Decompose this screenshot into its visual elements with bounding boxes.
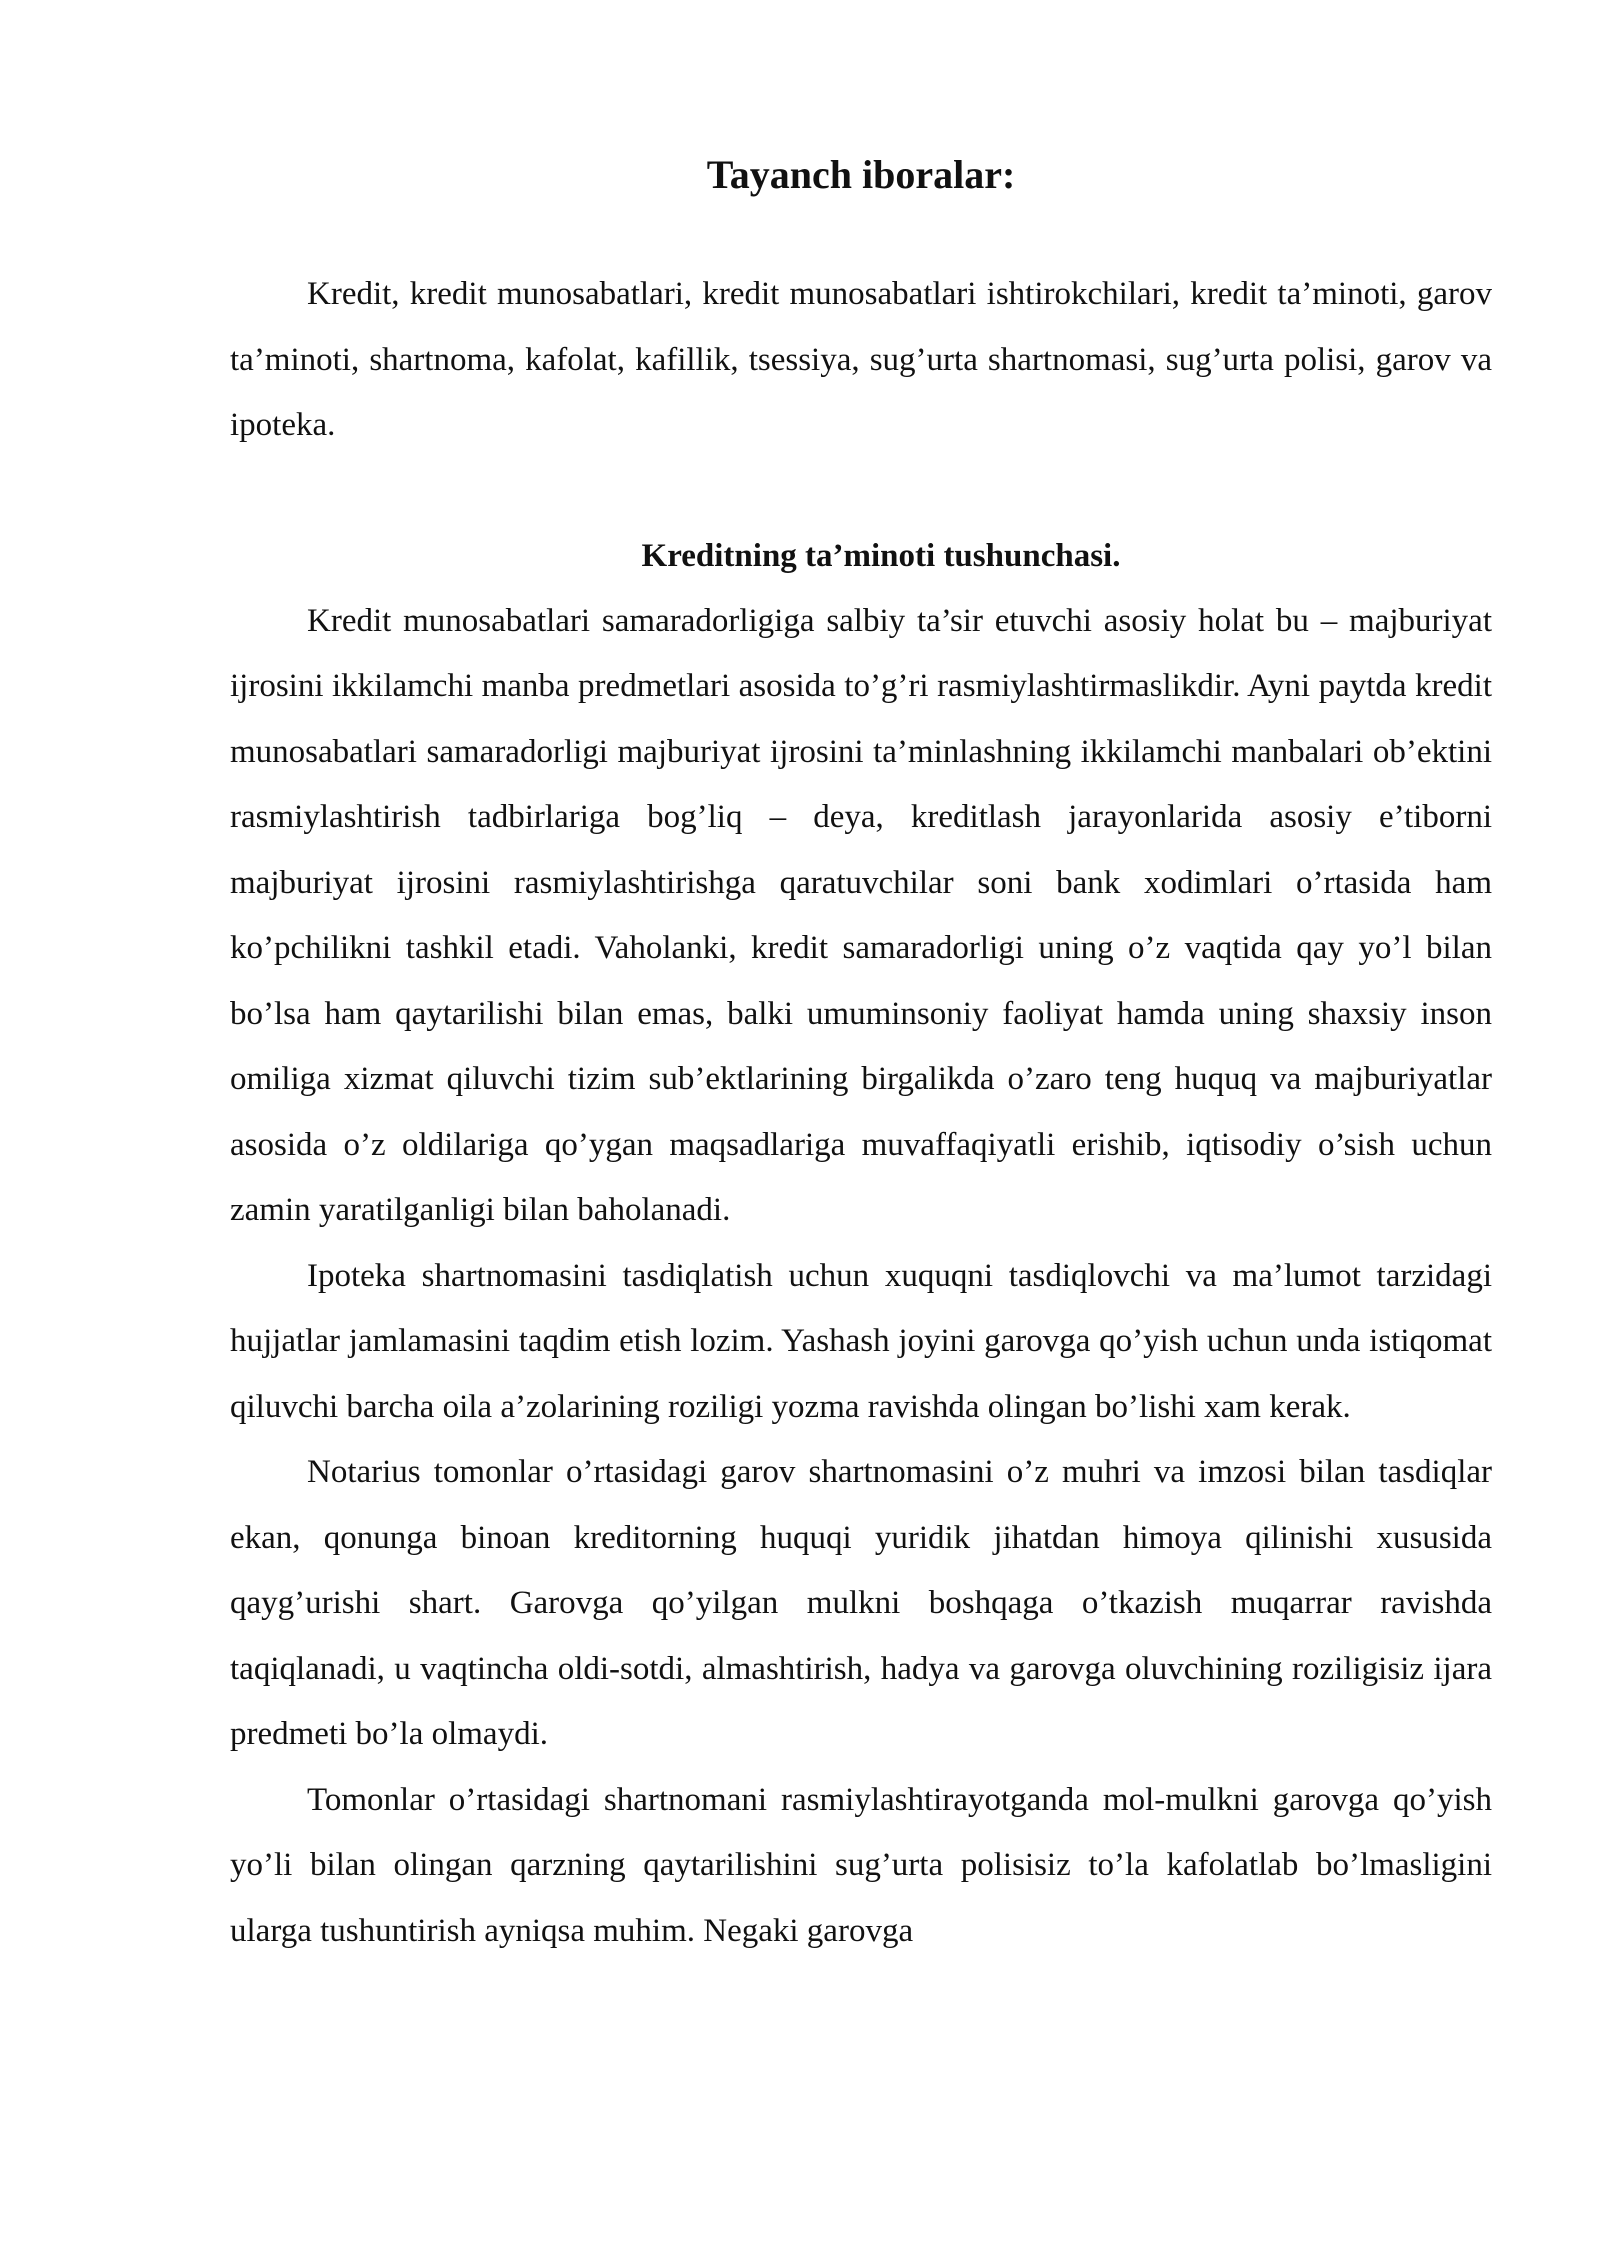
body-paragraph: Kredit munosabatlari samaradorligiga salbiy ta’sir etuvchi asosiy holat bu – majburiyat ijrosini ikkilamchi manba predmetlari asosida to’g’ri rasmiylashtirmaslikdir. Ayni paytda kredit munosabatlari samaradorligi majburiyat ijrosini ta’minlashning ikkilamchi manbalari ob’ektini rasmiylashtirish tadbirlariga bog’liq – deya, kreditlash jarayonlarida asosiy e’tiborni majburiyat ijrosini rasmiylashtirishga qaratuvchilar soni bank xodimlari o’rtasida ham ko’pchilikni tashkil etadi. Vaholanki, kredit samaradorligi uning o’z vaqtida qay yo’l bilan bo’lsa ham qaytarilishi bilan emas, balki umuminsoniy faoliyat hamda uning shaxsiy inson omiliga xizmat qiluvchi tizim sub’ektlarining birgalikda o’zaro teng huquq va majburiyatlar asosida o’z oldilariga qo’ygan maqsadlariga muvaffaqiyatli erishib, iqtisodiy o’sish uchun zamin yaratilganligi bilan baholanadi. (230, 602, 1492, 1228)
body-paragraph: Ipoteka shartnomasini tasdiqlatish uchun xuquqni tasdiqlovchi va ma’lumot tarzidagi hujjatlar jamlamasini taqdim etish lozim. Yashash joyini garovga qo’yish uchun unda istiqomat qiluvchi barcha oila a’zolarining roziligi yozma ravishda olingan bo’lishi xam kerak. (230, 1257, 1492, 1425)
document-page (230, 150, 1492, 1964)
page-title: Tayanch iboralar: (706, 152, 1016, 197)
section-spacer (230, 459, 1492, 524)
body-paragraph: Notarius tomonlar o’rtasidagi garov shartnomasini o’z muhri va imzosi bilan tasdiqlar ekan, qonunga binoan kreditorning huquqi yuridik jihatdan himoya qilinishi xususida qayg’urishi shart. Garovga qo’yilgan mulkni boshqaga o’tkazish muqarrar ravishda taqiqlanadi, u vaqtincha oldi-sotdi, almashtirish, hadya va garovga oluvchining roziligisiz ijara predmeti bo’la olmaydi. (230, 1454, 1492, 1752)
keywords-paragraph: Kredit, kredit munosabatlari, kredit munosabatlari ishtirokchilari, kredit ta’minoti, garov ta’minoti, shartnoma, kafolat, kafillik, tsessiya, sug’urta shartnomasi, sug’urta polisi, garov va ipoteka. (230, 276, 1492, 443)
body-paragraph: Tomonlar o’rtasidagi shartnomani rasmiylashtirayotganda mol-mulkni garovga qo’yish yo’li bilan olingan qarzning qaytarilishini sug’urta polisisiz to’la kafolatlab bo’lmasligini ularga tushuntirish ayniqsa muhim. Negaki garovga (230, 1781, 1492, 1949)
section-heading: Kreditning ta’minoti tushunchasi. (641, 537, 1121, 574)
